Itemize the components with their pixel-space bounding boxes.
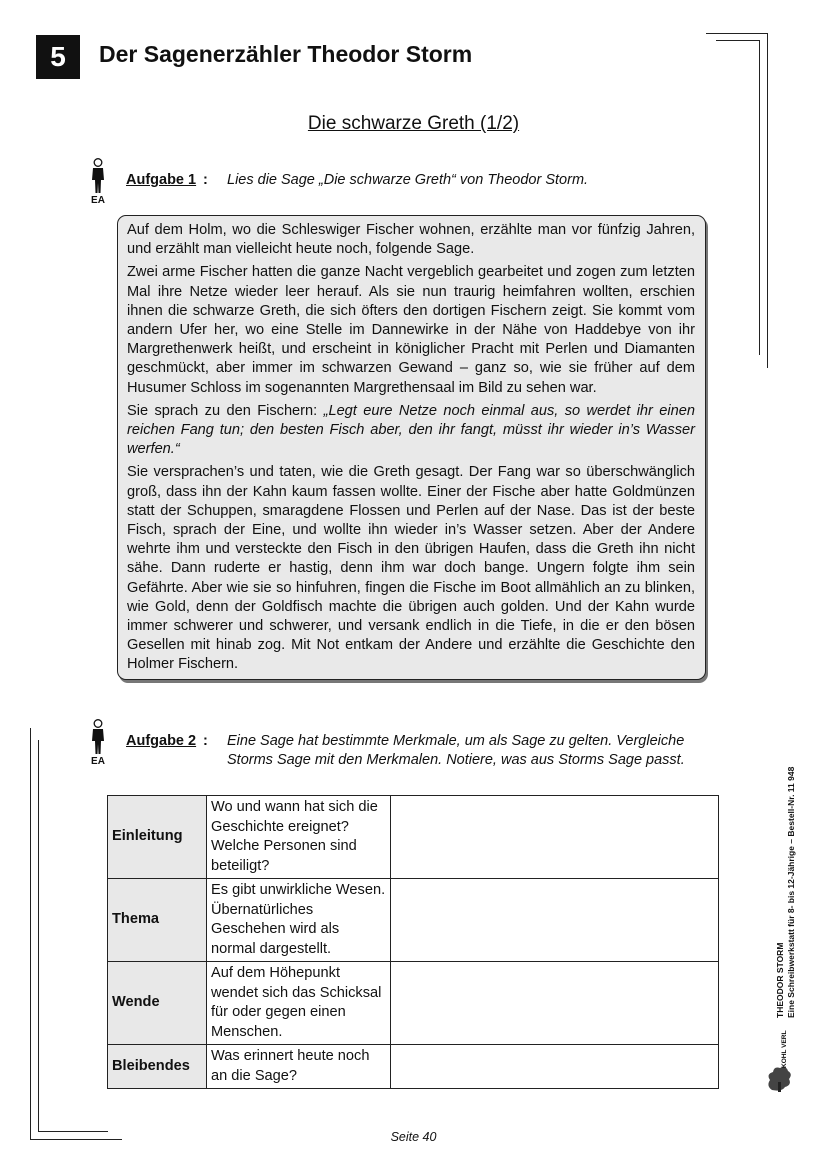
story-text-box [117,215,706,680]
row-description: Es gibt unwirkliche Wesen. Übernatürliches Geschehen wird als normal dargestellt. [207,879,391,962]
publisher-logo [766,1030,794,1094]
person-icon [89,158,107,194]
chapter-title: Der Sagenerzähler Theodor Storm [99,41,473,67]
story-paragraph-3 [127,402,695,460]
task1-label-colon: : [203,172,208,188]
story-paragraph-2: Zwei arme Fischer hatten die ganze Nacht vergeblich gearbeitet und zogen zum letzten Mal ihre Netze wieder leer herauf. Als sie nun traurig heimfahren wollten, erschien ihnen die schwarze Greth, die sich öfters den dortigen Fischern zeigt. Sie kommt vom andern Ufer her, wo eine Stelle im Dannewirke in der Nähe von Haddebye von ihr Margrethenwerk heißt, und erscheint in königlicher Pracht mit Perlen und Diamanten geschmückt, aber immer im schwarzen Gewand – ganz so, wie sie früher auf dem Husumer Schloss im sogenannten Margrethensaal im Bild zu sehen war. [127,264,695,396]
answer-cell[interactable] [391,962,719,1045]
task2-instruction-line-1: Eine Sage hat bestimmte Merkmale, um als Sage zu gelten. Vergleiche [227,733,685,749]
task2-label [126,733,196,749]
frame-line-left-outer [30,728,31,1140]
row-label: Wende [108,962,207,1045]
task2-label-colon: : [203,733,208,749]
table-row [108,962,719,1045]
individual-work-icon [85,158,111,206]
answer-cell[interactable] [391,879,719,962]
ea-badge: EA [91,195,105,206]
task1-instruction: Lies die Sage „Die schwarze Greth“ von Theodor Storm. [227,172,589,188]
row-label: Thema [108,879,207,962]
page-number: Seite 40 [390,1130,437,1144]
person-icon [89,719,107,755]
answer-cell[interactable] [391,1045,719,1089]
sidebar-subtitle: Eine Schreibwerkstatt für 8- bis 12-Jährige – Bestell-Nr. 11 948 [786,766,796,1018]
task2-instruction [227,732,737,770]
publisher-name: KOHL VERLAG [781,1030,788,1068]
story-paragraph-4: Sie versprachen’s und taten, wie die Greth gesagt. Der Fang war so überschwänglich groß, dass ihn der Kahn kaum fassen wollte. Einer der Fische aber hatte Goldmünzen statt der Schuppen, smaragdene Flossen und Perlen auf der Nase. Das ist der beste Fisch, sprach der Eine, und wollte ihn wieder in’s Wasser setzen. Aber der Andere wehrte ihm und versteckte den Fisch in den übrigen Haufen, dass die Greth ihn nicht sähe. Dann ruderte er hastig, denn ihm war doch bange. Ungern folgte ihm sein Gefährte. Aber wie sie so hinfuhren, fingen die Fische im Boot allmählich an zu blinken, wie Gold, denn der Goldfisch machte die übrigen auch golden. Und der Kahn wurde immer schwerer und schwerer, und versank endlich in die Tiefe, in die er den bösen Gesellen mit hinab zog. Mit Not entkam der Andere und erzählte die Geschichte den Holmer Fischern. [127,464,695,673]
table-row [108,796,719,879]
story-title: Die schwarze Greth (1/2) [307,113,520,134]
story-paragraph-3-intro: Sie sprach zu den Fischern: [127,402,324,419]
frame-line-right-outer [767,33,768,368]
frame-line-top-right-outer [706,33,768,34]
frame-line-right-inner [759,40,760,355]
answer-cell[interactable] [391,796,719,879]
story-quote: „Legt eure Netze noch einmal aus, so werdet ihr einen reichen Fang tun; den besten Fisch aber, den ihr fangt, müsst ihr wieder in’s Wasser werfen.“ [127,402,695,458]
row-description: Was erinnert heute noch an die Sage? [207,1045,391,1089]
table-row [108,1045,719,1089]
row-label: Einleitung [108,796,207,879]
row-label: Bleibendes [108,1045,207,1089]
frame-line-left-inner [38,740,39,1132]
tree-logo-icon [766,1030,794,1094]
ea-badge: EA [91,756,105,767]
publisher-sidebar [775,718,797,1018]
frame-line-top-right-inner [716,40,760,41]
saga-features-table [107,795,719,1089]
task2-label-text: Aufgabe 2 [126,733,197,749]
row-description: Auf dem Höhepunkt wendet sich das Schicksal für oder gegen einen Menschen. [207,962,391,1045]
task1-label [126,172,196,188]
chapter-number-badge: 5 [36,35,80,79]
task2-instruction-line-2: Storms Sage mit den Merkmalen. Notiere, was aus Storms Sage passt. [227,752,685,768]
task1-label-text: Aufgabe 1 [126,172,197,188]
table-row [108,879,719,962]
sidebar-title: THEODOR STORM [775,942,785,1018]
story-paragraph-1: Auf dem Holm, wo die Schleswiger Fischer wohnen, erzählte man vor fünfzig Jahren, und erzählt man vielleicht heute noch, folgende Sage. [127,222,695,258]
individual-work-icon [85,719,111,767]
row-description: Wo und wann hat sich die Geschichte ereignet? Welche Personen sind beteiligt? [207,796,391,879]
